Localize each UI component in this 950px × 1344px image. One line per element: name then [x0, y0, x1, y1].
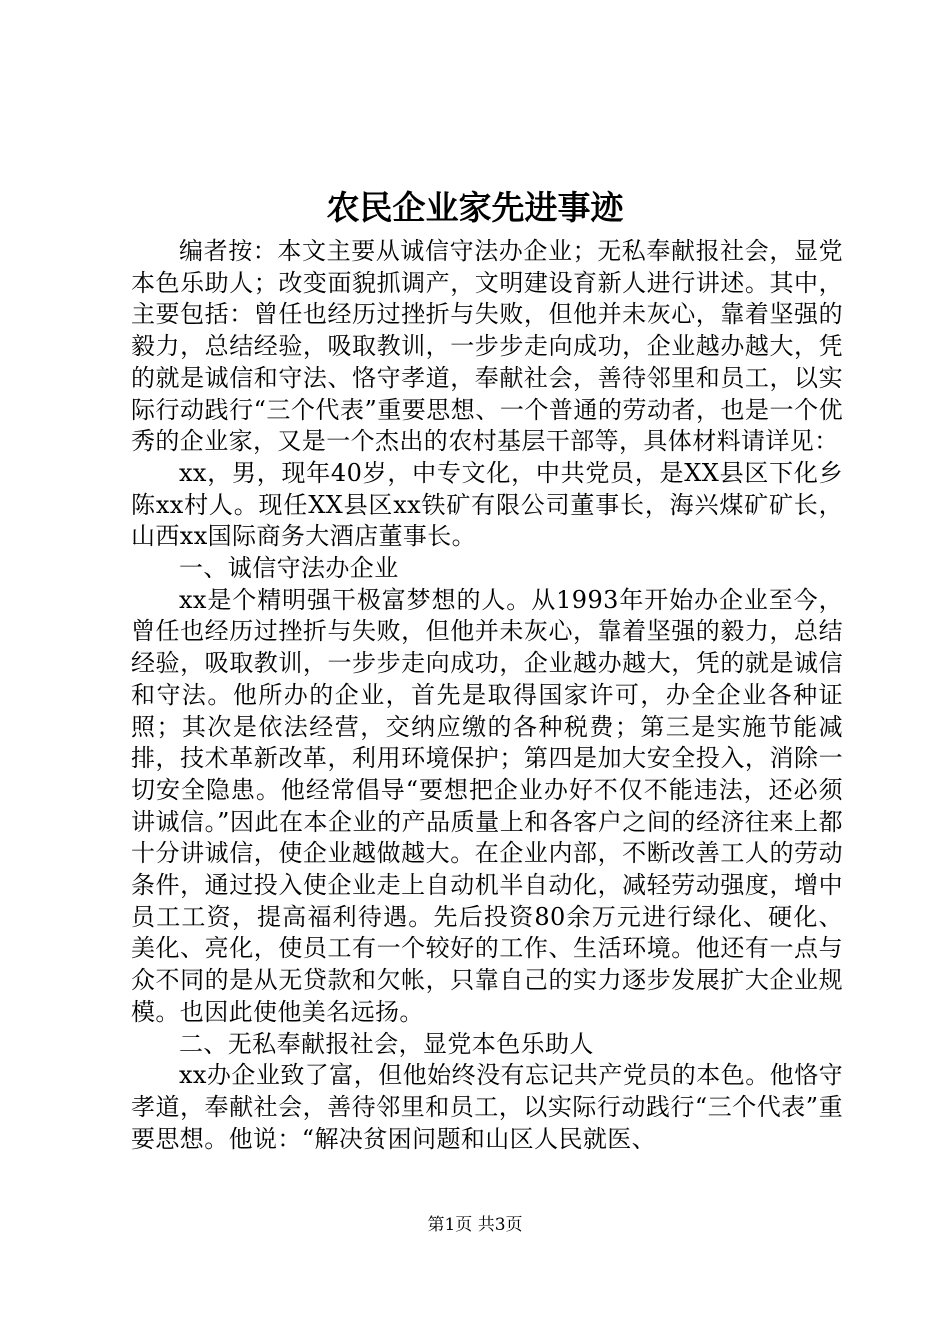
document-title: 农民企业家先进事迹: [326, 188, 624, 227]
document-body: [131, 236, 843, 1155]
page-footer: 第1页 共3页: [427, 1215, 523, 1235]
section-heading-1: 一、诚信守法办企业: [179, 554, 399, 583]
section-heading-2: 二、无私奉献报社会，显党本色乐助人: [179, 1029, 594, 1058]
section-2-paragraph: xx办企业致了富，但他始终没有忘记共产党员的本色。他恪守孝道，奉献社会，善待邻里和员工，以实际行动践行“三个代表”重要思想。他说：“解决贫困问题和山区人民就医、: [131, 1061, 843, 1153]
section-1-paragraph: xx是个精明强干极富梦想的人。从1993年开始办企业至今，曾任也经历过挫折与失败，但他并未灰心，靠着坚强的毅力，总结经验，吸取教训，一步步走向成功，企业越办越大，凭的就是诚信和守法。他所办的企业，首先是取得国家许可，办全企业各种证照；其次是依法经营，交纳应缴的各种税费；第三是实施节能减排，技术革新改革，利用环境保护；第四是加大安全投入，消除一切安全隐患。他经常倡导“要想把企业办好不仅不能违法，还必须讲诚信。”因此在本企业的产品质量上和各客户之间的经济往来上都十分讲诚信，使企业越做越大。在企业内部，不断改善工人的劳动条件，通过投入使企业走上自动机半自动化，减轻劳动强度，增中员工工资，提高福利待遇。先后投资80余万元进行绿化、硬化、美化、亮化，使员工有一个较好的工作、生活环境。他还有一点与众不同的是从无贷款和欠帐，只靠自己的实力逐步发展扩大企业规模。也因此使他美名远扬。: [131, 585, 843, 1026]
profile-paragraph: xx，男，现年40岁，中专文化，中共党员，是XX县区下化乡陈xx村人。现任XX县区xx铁矿有限公司董事长，海兴煤矿矿长，山西xx国际商务大酒店董事长。: [131, 458, 843, 551]
editor-note-paragraph: 编者按：本文主要从诚信守法办企业；无私奉献报社会，显党本色乐助人；改变面貌抓调产，文明建设育新人进行讲述。其中，主要包括：曾任也经历过挫折与失败，但他并未灰心，靠着坚强的毅力，总结经验，吸取教训，一步步走向成功，企业越办越大，凭的就是诚信和守法、恪守孝道，奉献社会，善待邻里和员工，以实际行动践行“三个代表”重要思想、一个普通的劳动者，也是一个优秀的企业家，又是一个杰出的农村基层干部等，具体材料请详见：: [131, 237, 843, 456]
